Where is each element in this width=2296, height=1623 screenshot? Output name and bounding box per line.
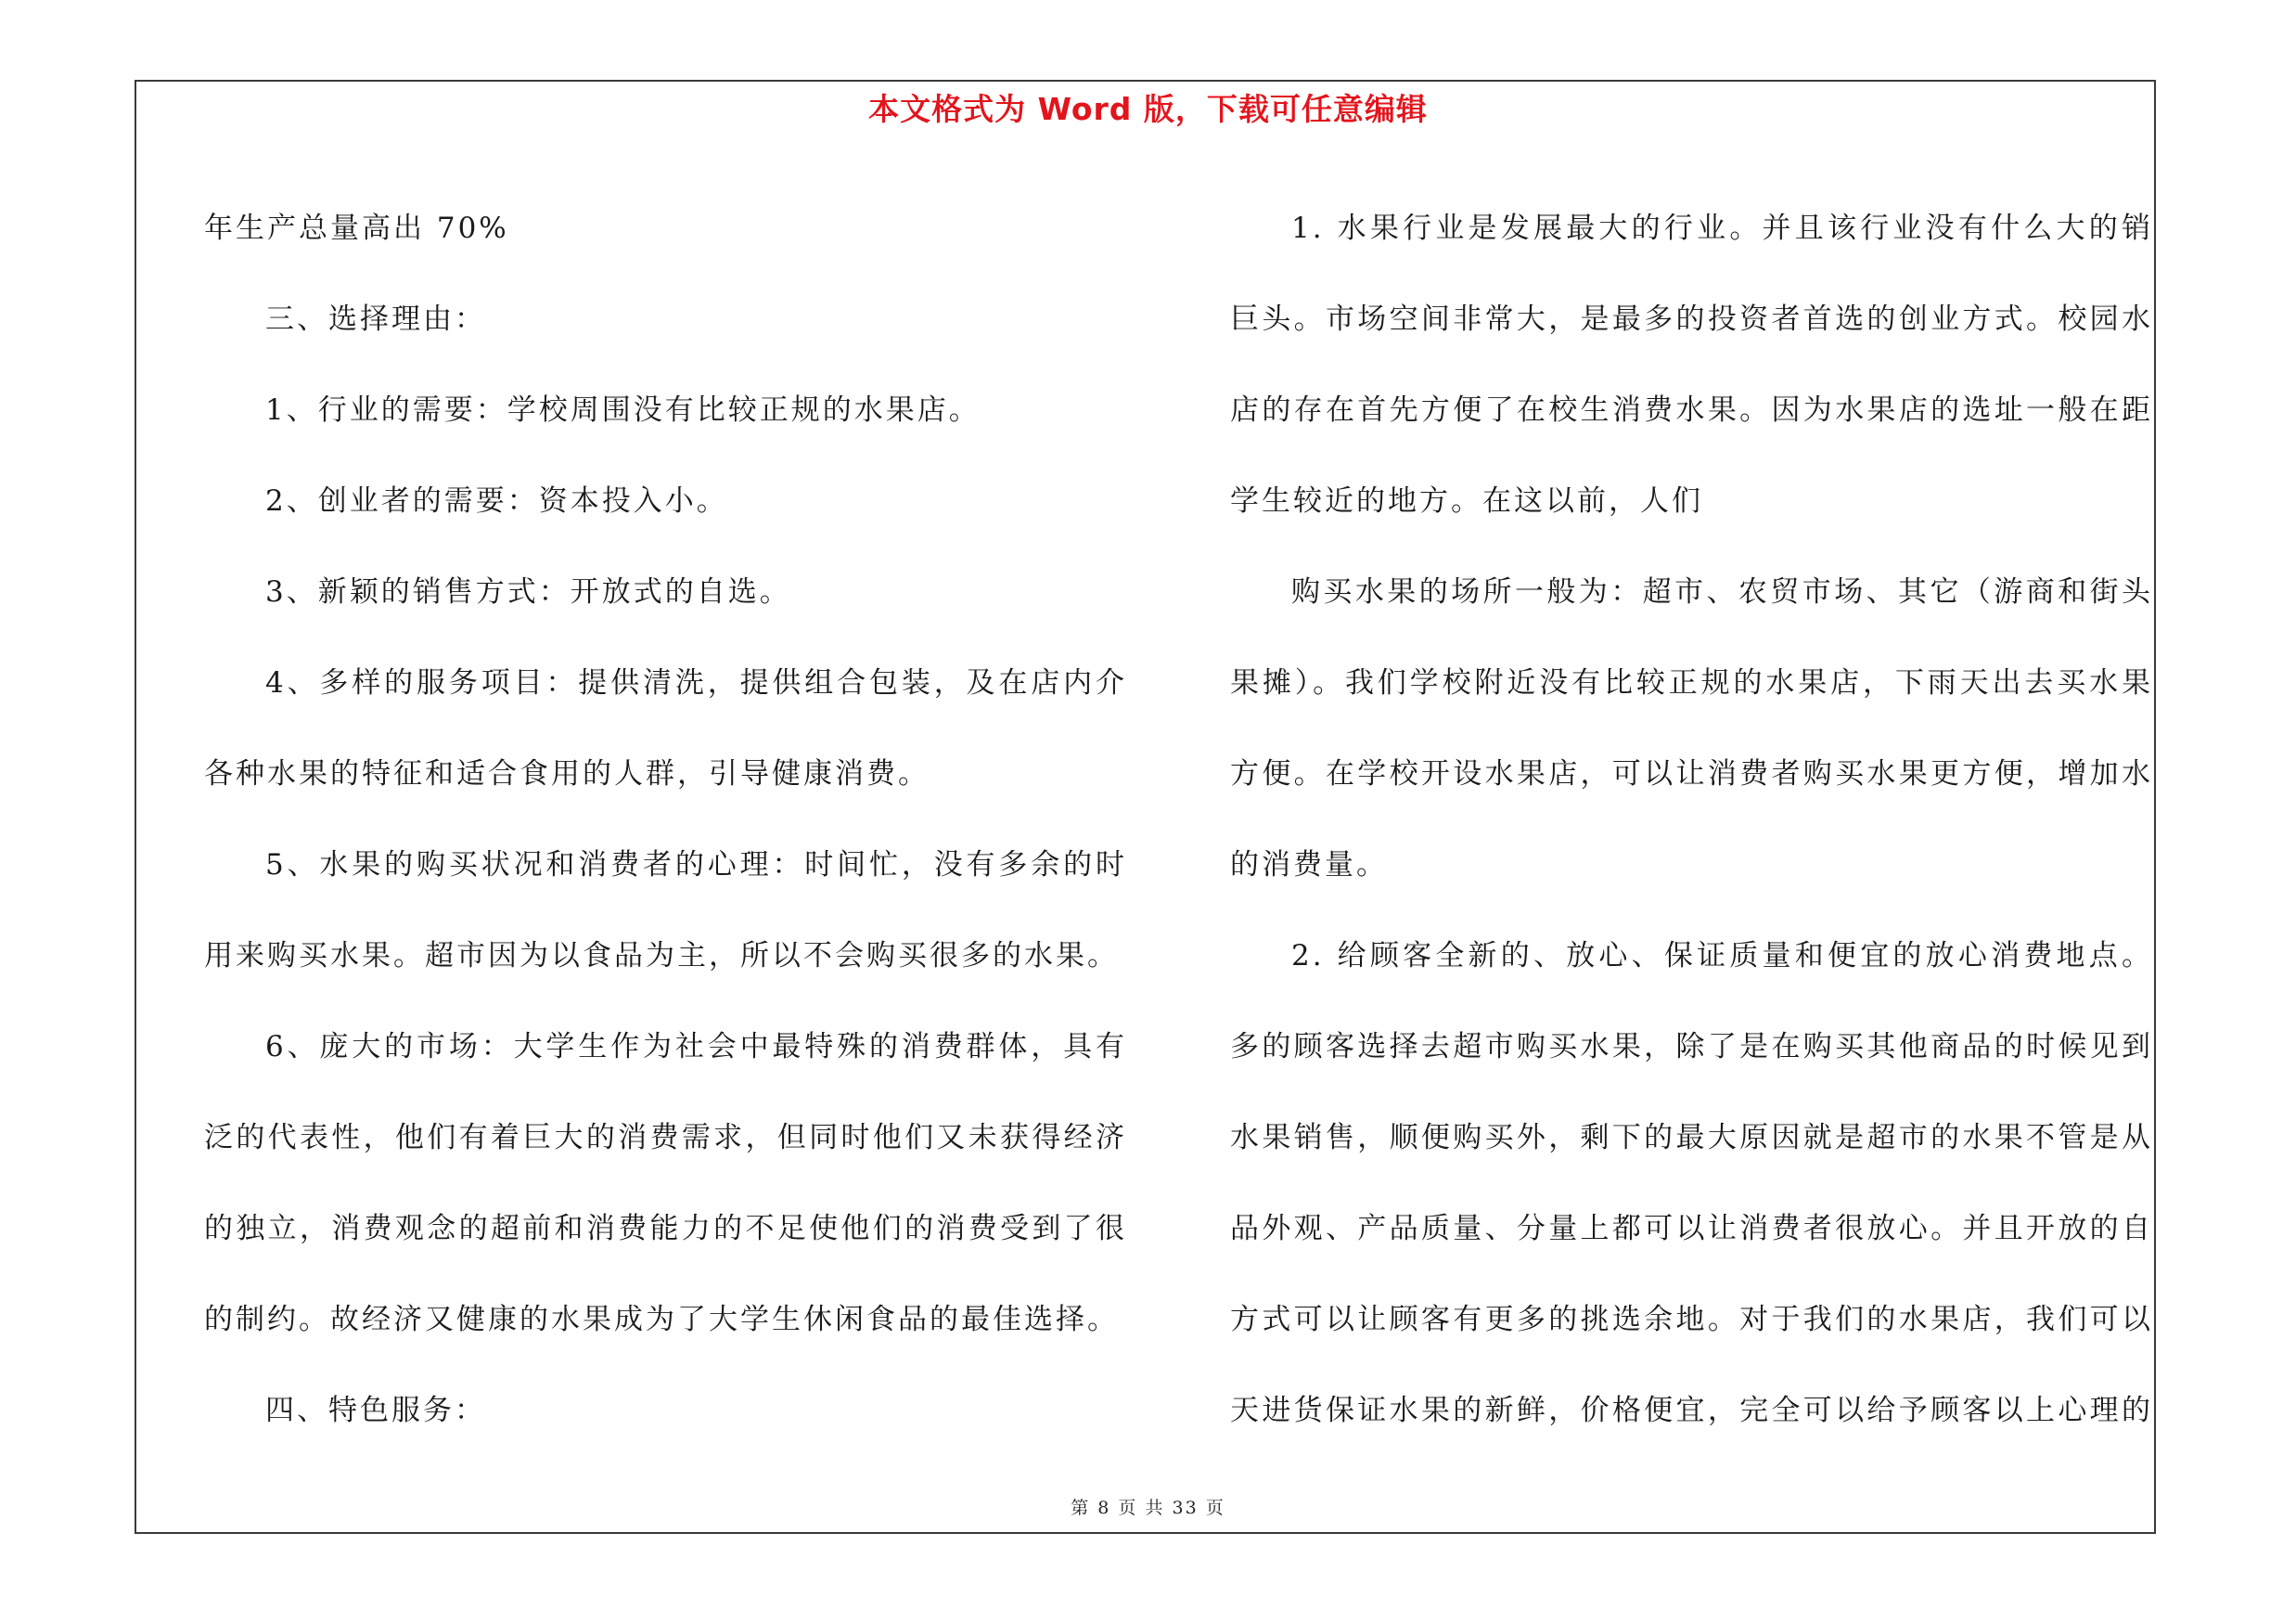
- text-line: 巨头。市场空间非常大，是最多的投资者首选的创业方式。校园水: [1230, 303, 2153, 336]
- text-line: 各种水果的特征和适合食用的人群，引导健康消费。: [204, 757, 930, 791]
- text-line: 学生较近的地方。在这以前，人们: [1230, 484, 1703, 518]
- text-line: 天进货保证水果的新鲜，价格便宜，完全可以给予顾客以上心理的: [1230, 1394, 2153, 1427]
- text-line: 购买水果的场所一般为：超市、农贸市场、其它（游商和街头: [1291, 575, 2153, 609]
- text-line: 方便。在学校开设水果店，可以让消费者购买水果更方便，增加水: [1230, 757, 2153, 791]
- text-line: 品外观、产品质量、分量上都可以让消费者很放心。并且开放的自: [1230, 1212, 2153, 1245]
- text-line: 4、多样的服务项目：提供清洗，提供组合包装，及在店内介: [265, 666, 1127, 700]
- word-format-banner: 本文格式为 Word 版，下载可任意编辑: [868, 91, 1428, 127]
- text-line: 多的顾客选择去超市购买水果，除了是在购买其他商品的时候见到: [1230, 1030, 2153, 1063]
- text-line: 店的存在首先方便了在校生消费水果。因为水果店的选址一般在距: [1230, 393, 2153, 427]
- text-line: 水果销售，顺便购买外，剩下的最大原因就是超市的水果不管是从: [1230, 1121, 2153, 1154]
- left-text-column: [204, 183, 1127, 1456]
- text-line: 四、特色服务：: [265, 1394, 486, 1427]
- text-line: 2. 给顾客全新的、放心、保证质量和便宜的放心消费地点。: [1291, 939, 2153, 973]
- text-line: 6、庞大的市场：大学生作为社会中最特殊的消费群体，具有: [265, 1030, 1127, 1063]
- text-line: 年生产总量高出 70%: [204, 212, 509, 245]
- text-line: 方式可以让顾客有更多的挑选余地。对于我们的水果店，我们可以: [1230, 1303, 2153, 1336]
- text-line: 2、创业者的需要：资本投入小。: [265, 484, 728, 518]
- text-line: 1. 水果行业是发展最大的行业。并且该行业没有什么大的销: [1291, 212, 2153, 245]
- text-line: 果摊）。我们学校附近没有比较正规的水果店，下雨天出去买水果: [1230, 666, 2153, 700]
- text-line: 5、水果的购买状况和消费者的心理：时间忙，没有多余的时: [265, 848, 1127, 882]
- text-line: 用来购买水果。超市因为以食品为主，所以不会购买很多的水果。: [204, 939, 1119, 973]
- text-line: 的消费量。: [1230, 848, 1388, 882]
- page-number-footer: 第 8 页 共 33 页: [1071, 1498, 1225, 1518]
- text-line: 的独立，消费观念的超前和消费能力的不足使他们的消费受到了很: [204, 1212, 1127, 1245]
- text-line: 泛的代表性，他们有着巨大的消费需求，但同时他们又未获得经济: [204, 1121, 1127, 1154]
- text-line: 的制约。故经济又健康的水果成为了大学生休闲食品的最佳选择。: [204, 1303, 1119, 1336]
- text-line: 3、新颖的销售方式：开放式的自选。: [265, 575, 791, 609]
- right-text-column: [1230, 183, 2153, 1456]
- text-line: 1、行业的需要：学校周围没有比较正规的水果店。: [265, 393, 981, 427]
- text-line: 三、选择理由：: [265, 303, 486, 336]
